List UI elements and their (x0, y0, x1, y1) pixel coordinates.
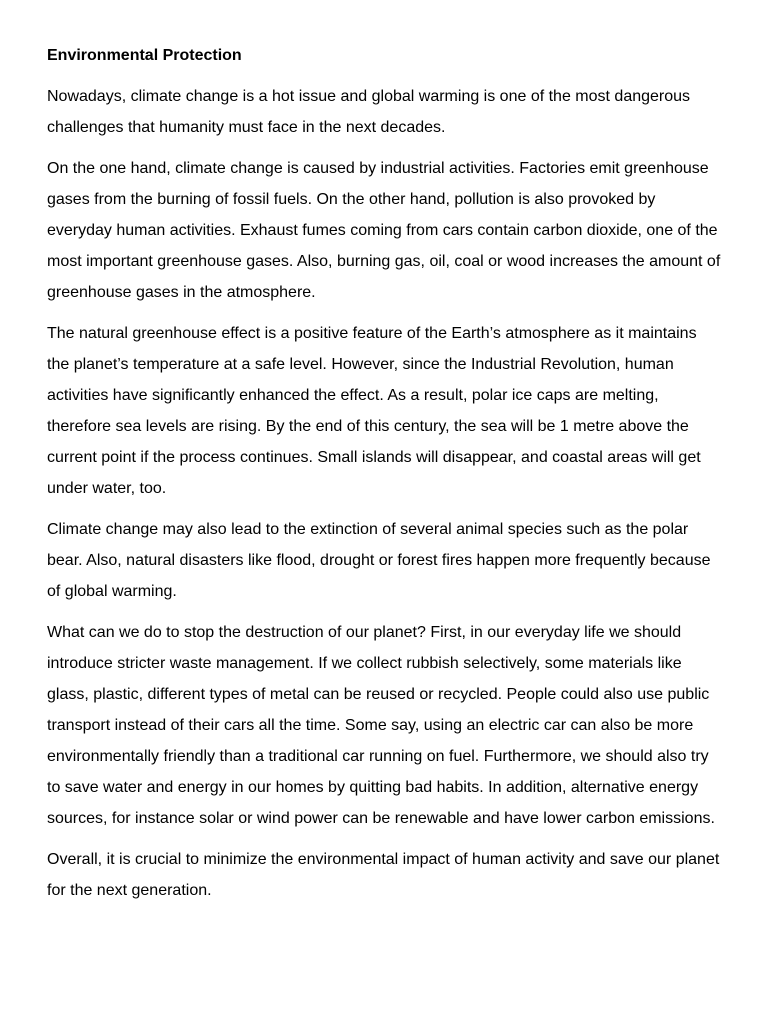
paragraph-greenhouse-effect: The natural greenhouse effect is a positive feature of the Earth’s atmosphere as it maintains the planet’s temperature at a safe level. However, since the Industrial Revolution, human activities have significantly enhanced the effect. As a result, polar ice caps are melting, therefore sea levels are rising. By the end of this century, the sea will be 1 metre above the current point if the process continues. Small islands will disappear, and coastal areas will get under water, too. (47, 325, 701, 497)
document-body (47, 40, 723, 916)
document-title: Environmental Protection (47, 47, 242, 64)
paragraph-causes: On the one hand, climate change is caused by industrial activities. Factories emit greenhouse gases from the burning of fossil fuels. On the other hand, pollution is also provoked by everyday human activities. Exhaust fumes coming from cars contain carbon dioxide, one of the most important greenhouse gases. Also, burning gas, oil, coal or wood increases the amount of greenhouse gases in the atmosphere. (47, 160, 721, 301)
paragraph-extinction: Climate change may also lead to the extinction of several animal species such as the polar bear. Also, natural disasters like flood, drought or forest fires happen more frequently because of global warming. (47, 521, 711, 600)
paragraph-solutions: What can we do to stop the destruction of our planet? First, in our everyday life we should introduce stricter waste management. If we collect rubbish selectively, some materials like glass, plastic, different types of metal can be reused or recycled. People could also use public transport instead of their cars all the time. Some say, using an electric car can also be more environmentally friendly than a traditional car running on fuel. Furthermore, we should also try to save water and energy in our homes by quitting bad habits. In addition, alternative energy sources, for instance solar or wind power can be renewable and have lower carbon emissions. (47, 624, 715, 827)
paragraph-conclusion: Overall, it is crucial to minimize the environmental impact of human activity and save our planet for the next generation. (47, 851, 720, 899)
paragraph-introduction: Nowadays, climate change is a hot issue and global warming is one of the most dangerous challenges that humanity must face in the next decades. (47, 88, 691, 136)
